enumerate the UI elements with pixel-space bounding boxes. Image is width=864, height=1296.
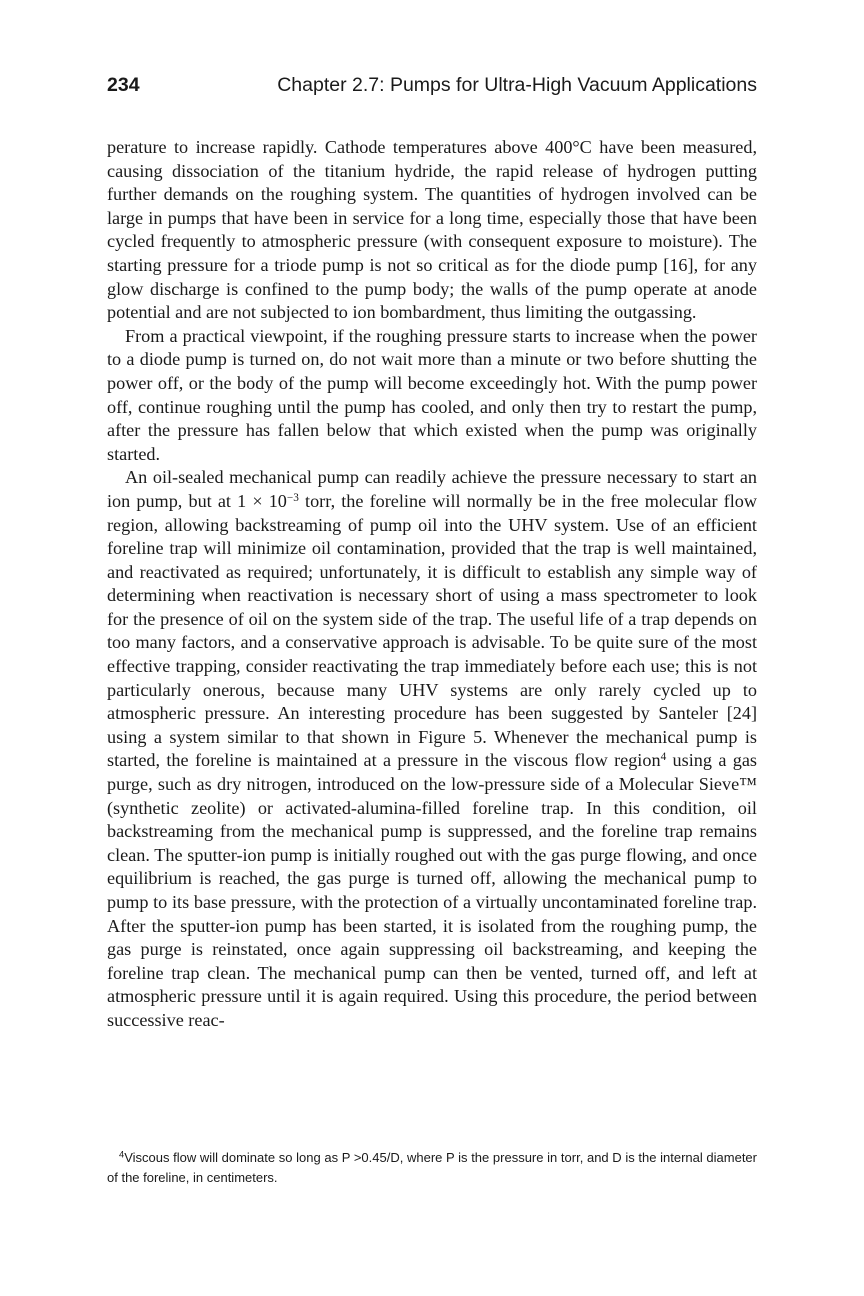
footnote-mark: 4 bbox=[119, 1149, 125, 1160]
paragraph-2: From a practical viewpoint, if the roughing pressure starts to increase when the power to a diode pump is turned on, do not wait more than a minute or two before shutting the power off, or the body of the pump will become exceedingly hot. With the pump power off, continue roughing until the pump has cooled, and only then try to restart the pump, after the pressure has fallen below that which existed when the pump was originally started. bbox=[107, 325, 757, 464]
footnote-text-block bbox=[107, 1148, 757, 1188]
paragraph-3-part-c: using a gas purge, such as dry nitrogen, introduced on the low-pressure side of a Molecular Sieve™ (synthetic zeolite) or activated-alumina-filled foreline trap. In this condition, oil backstreaming from the mechanical pump is suppressed, and the foreline trap remains clean. The sputter-ion pump is initially roughed out with the gas purge flowing, and once equilibrium is reached, the gas purge is turned off, allowing the mechanical pump to pump to its base pressure, with the protection of a virtually uncontaminated foreline trap. After the sputter-ion pump has been started, it is isolated from the roughing pump, the gas purge is reinstated, once again suppressing oil backstreaming, and keeping the foreline trap clean. The mechanical pump can then be vented, turned off, and left at atmospheric pressure until it is again required. Using this procedure, the period between successive reac- bbox=[107, 750, 758, 1030]
footnote-reference: 4 bbox=[660, 751, 667, 764]
paragraph-3-part-b: torr, the foreline will normally be in the free molecular flow region, allowing backstreaming of pump oil into the UHV system. Use of an efficient foreline trap will minimize oil contamination, provided that the trap is well maintained, and reactivated as required; unfortunately, it is difficult to establish any simple way of determining when reactivation is necessary short of using a mass spectrometer to look for the presence of oil on the system side of the trap. The useful life of a trap depends on too many factors, and a conservative approach is advisable. To be quite sure of the most effective trapping, consider reactivating the trap immediately before each use; this is not particularly onerous, because many UHV systems are only rarely cycled up to atmospheric pressure. An interesting procedure has been suggested by Santeler [24] using a system similar to that shown in Figure 5. Whenever the mechanical pump is started, the foreline is maintained at a pressure in the viscous flow region bbox=[107, 490, 757, 771]
running-header bbox=[107, 74, 757, 104]
paragraph-1: perature to increase rapidly. Cathode temperatures above 400°C have been measured, causing dissociation of the titanium hydride, the rapid release of hydrogen putting further demands on the roughing system. The quantities of hydrogen involved can be large in pumps that have been in service for a long time, especially those that have been cycled frequently to atmospheric pressure (with consequent exposure to moisture). The starting pressure for a triode pump is not so critical as for the diode pump [16], for any glow discharge is confined to the pump body; the walls of the pump operate at anode potential and are not subjected to ion bombardment, thus limiting the outgassing. bbox=[107, 137, 757, 323]
footnote bbox=[107, 1148, 757, 1188]
body-text bbox=[107, 136, 757, 1033]
running-title: Chapter 2.7: Pumps for Ultra-High Vacuum Applications bbox=[277, 74, 757, 96]
page-number: 234 bbox=[107, 74, 140, 96]
paragraph-3 bbox=[107, 466, 757, 1032]
paragraph-3-part-a: An oil-sealed mechanical pump can readily achieve the pressure necessary to start an ion pump, but at 1 × 10 bbox=[107, 467, 757, 511]
footnote-text: Viscous flow will dominate so long as P >0.45/D, where P is the pressure in torr, and D is the internal diameter of the foreline, in centimeters. bbox=[107, 1150, 757, 1185]
exponent: −3 bbox=[286, 491, 299, 504]
